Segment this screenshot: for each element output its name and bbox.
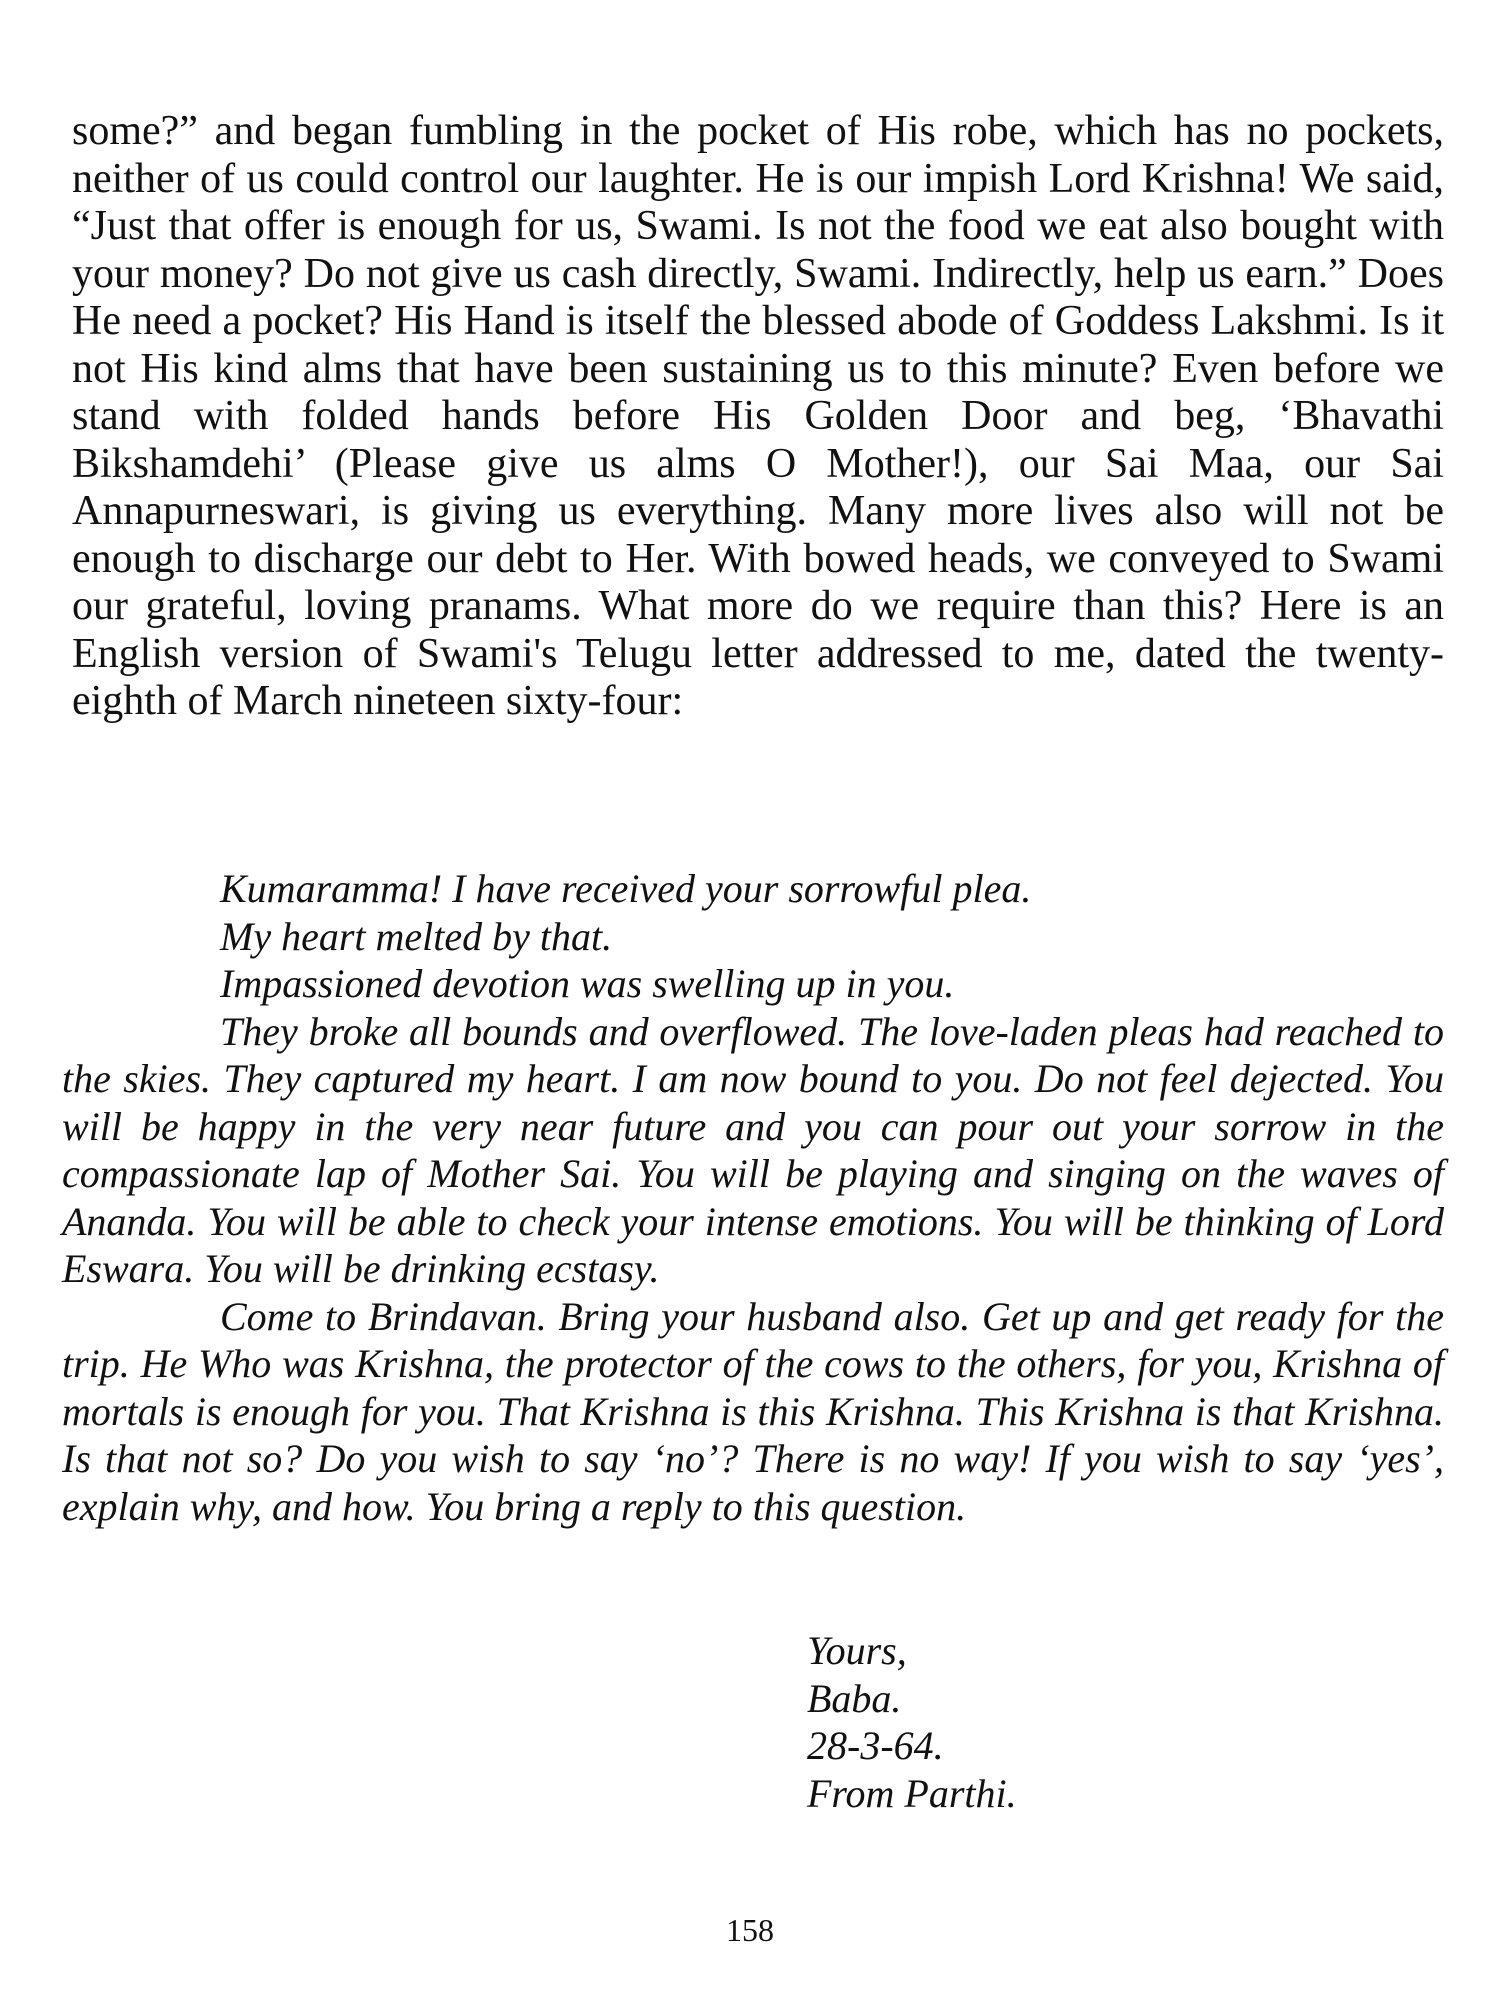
page-number: 158 — [726, 1912, 774, 1948]
letter-signature-block — [807, 1627, 1017, 1817]
letter-line-salutation: Kumaramma! I have received your sorrowful plea. — [220, 866, 1032, 911]
letter-place: From Parthi. — [807, 1770, 1017, 1816]
letter-closing: Yours, — [807, 1628, 907, 1673]
letter-line-3: Impassioned devotion was swelling up in you. — [220, 961, 955, 1006]
letter-signature: Baba. — [807, 1675, 902, 1721]
letter-quote — [62, 865, 1444, 1530]
body-paragraph: some?” and began fumbling in the pocket of His robe, which has no pockets, neither of us could control our laughter. He is our impish Lord Krishna! We said, “Just that offer is enough for us, Swami. Is not the food we eat also bought with your money? Do not give us cash directly, Swami. Indirectly, help us earn.” Does He need a pocket? His Hand is itself the blessed abode of Goddess Lakshmi. Is it not His kind alms that have been sustaining us to this minute? Even before we stand with folded hands before His Golden Door and beg, ‘Bhavathi Bikshamdehi’ (Please give us alms O Mother!), our Sai Maa, our Sai Annapurneswari, is giving us everything. Many more lives also will not be enough to discharge our debt to Her. With bowed heads, we conveyed to Swami our grateful, loving pranams. What more do we require than this? Here is an English version of Swami's Telugu letter addressed to me, dated the twenty-eighth of March nineteen sixty-four: — [72, 108, 1444, 724]
letter-paragraph-1: They broke all bounds and overflowed. The love-laden pleas had reached to the skies. They captured my heart. I am now bound to you. Do not feel dejected. You will be happy in the very near future and you can pour out your sorrow in the compassionate lap of Mother Sai. You will be playing and singing on the waves of Ananda. You will be able to check your intense emotions. You will be thinking of Lord Eswara. You will be drinking ecstasy. — [62, 1008, 1444, 1291]
letter-date: 28-3-64. — [807, 1723, 944, 1768]
letter-line-2: My heart melted by that. — [220, 913, 613, 959]
letter-paragraph-2: Come to Brindavan. Bring your husband also. Get up and get ready for the trip. He Who was Krishna, the protector of the cows to the others, for you, Krishna of mortals is enough for you. That Krishna is this Krishna. This Krishna is that Krishna. Is that not so? Do you wish to say ‘no’? There is no way! If you wish to say ‘yes’, explain why, and how. You bring a reply to this question. — [62, 1293, 1444, 1529]
